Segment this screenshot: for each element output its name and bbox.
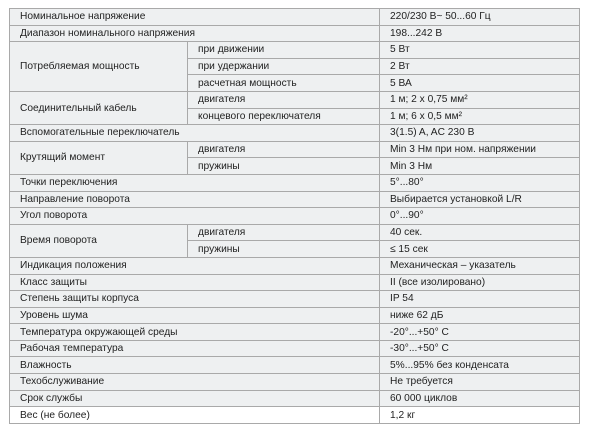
param-value: Min 3 Нм при ном. напряжении [380, 141, 580, 158]
param-label: Угол поворота [10, 208, 380, 225]
table-row [10, 291, 580, 308]
param-label: Срок службы [10, 390, 380, 407]
param-value: IP 54 [380, 291, 580, 308]
param-value: II (все изолировано) [380, 274, 580, 291]
param-label: Рабочая температура [10, 340, 380, 357]
param-value: 5°...80° [380, 174, 580, 191]
param-value: 40 сек. [380, 224, 580, 241]
param-value: -20°...+50° С [380, 324, 580, 341]
table-row [10, 340, 580, 357]
specifications-table [9, 8, 580, 424]
param-label: Точки переключения [10, 174, 380, 191]
param-value: 1 м; 2 x 0,75 мм² [380, 91, 580, 108]
param-label: Потребляемая мощность [10, 42, 188, 92]
param-value: Выбирается установкой L/R [380, 191, 580, 208]
param-label: Температура окружающей среды [10, 324, 380, 341]
sub-param-label: пружины [188, 158, 380, 175]
table-row [10, 357, 580, 374]
table-row [10, 407, 580, 424]
param-value: 1,2 кг [380, 407, 580, 424]
param-value: Не требуется [380, 374, 580, 391]
param-label: Степень защиты корпуса [10, 291, 380, 308]
param-label: Диапазон номинального напряжения [10, 25, 380, 42]
sub-param-label: при движении [188, 42, 380, 59]
param-label: Индикация положения [10, 257, 380, 274]
param-label: Влажность [10, 357, 380, 374]
table-row [10, 42, 580, 59]
param-value: Механическая – указатель [380, 257, 580, 274]
sub-param-label: расчетная мощность [188, 75, 380, 92]
table-row [10, 257, 580, 274]
param-label: Техобслуживание [10, 374, 380, 391]
param-label: Номинальное напряжение [10, 9, 380, 26]
sub-param-label: двигателя [188, 91, 380, 108]
sub-param-label: пружины [188, 241, 380, 258]
table-row [10, 191, 580, 208]
param-label: Соединительный кабель [10, 91, 188, 124]
param-value: -30°...+50° С [380, 340, 580, 357]
table-row [10, 91, 580, 108]
spec-table-container [9, 8, 579, 424]
param-value: ≤ 15 сек [380, 241, 580, 258]
table-row [10, 324, 580, 341]
table-row [10, 9, 580, 26]
table-row [10, 390, 580, 407]
param-value: 60 000 циклов [380, 390, 580, 407]
param-value: 198...242 В [380, 25, 580, 42]
param-label: Направление поворота [10, 191, 380, 208]
param-value: 220/230 В~ 50...60 Гц [380, 9, 580, 26]
sub-param-label: двигателя [188, 224, 380, 241]
sub-param-label: при удержании [188, 58, 380, 75]
table-row [10, 25, 580, 42]
param-label: Крутящий момент [10, 141, 188, 174]
param-value: 3(1.5) A, AC 230 В [380, 125, 580, 142]
sub-param-label: концевого переключателя [188, 108, 380, 125]
param-value: 0°...90° [380, 208, 580, 225]
param-value: 5 ВА [380, 75, 580, 92]
param-value: 5 Вт [380, 42, 580, 59]
param-value: Min 3 Нм [380, 158, 580, 175]
param-value: 1 м; 6 x 0,5 мм² [380, 108, 580, 125]
table-row [10, 274, 580, 291]
param-label: Класс защиты [10, 274, 380, 291]
sub-param-label: двигателя [188, 141, 380, 158]
param-value: ниже 62 дБ [380, 307, 580, 324]
param-label: Уровень шума [10, 307, 380, 324]
param-label: Вспомогательные переключатель [10, 125, 380, 142]
table-row [10, 224, 580, 241]
param-value: 5%...95% без конденсата [380, 357, 580, 374]
param-value: 2 Вт [380, 58, 580, 75]
param-label: Вес (не более) [10, 407, 380, 424]
table-row [10, 174, 580, 191]
table-row [10, 374, 580, 391]
table-row [10, 208, 580, 225]
param-label: Время поворота [10, 224, 188, 257]
table-row [10, 307, 580, 324]
table-row [10, 141, 580, 158]
table-row [10, 125, 580, 142]
